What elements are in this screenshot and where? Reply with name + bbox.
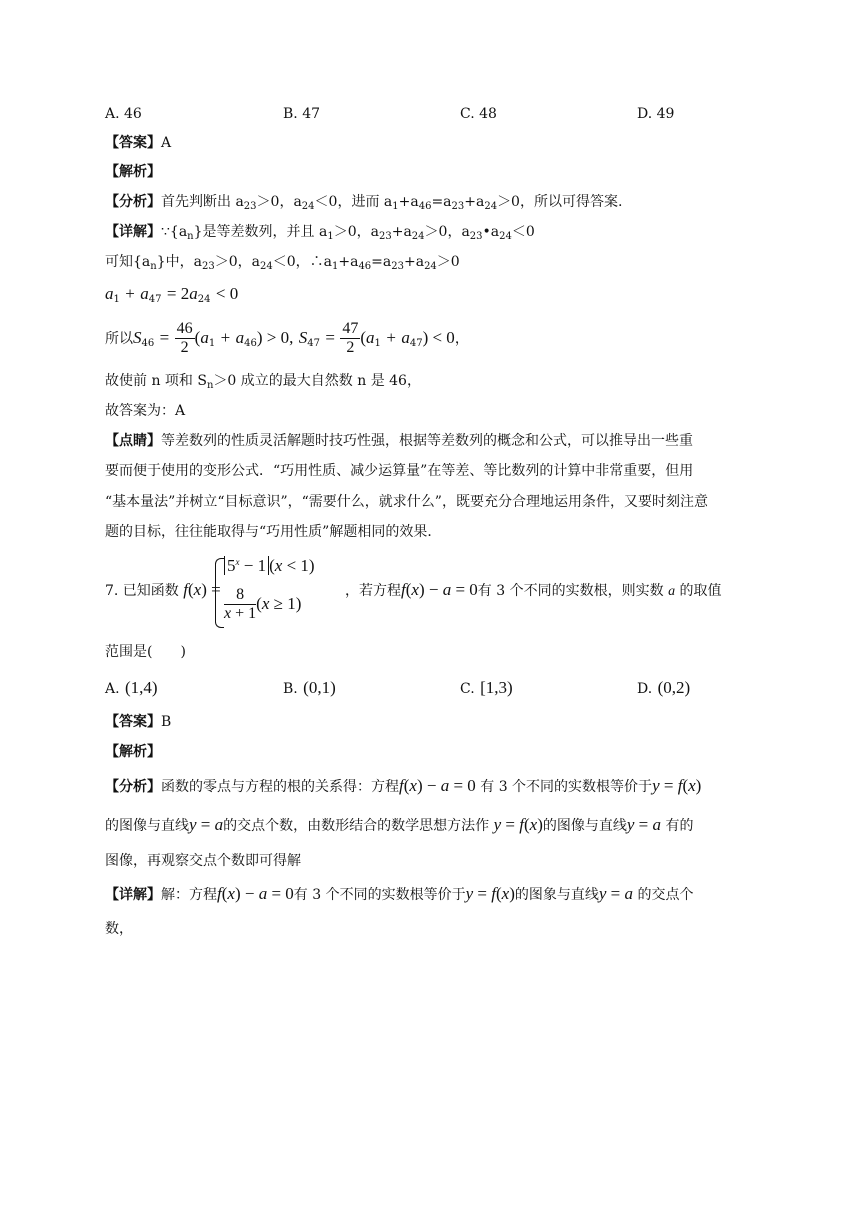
q6-conclusion: 故使前 n 项和 $S_n>0$ 成立的最大自然数 n 是 46， bbox=[105, 373, 421, 391]
q7-analysis-tag: 【解析】 bbox=[105, 744, 161, 760]
q7-fenxi-1: 【分析】函数的零点与方程的根的关系得：方程f(x) − a = 0 有 3 个不同的实数根等价于y = f(x) bbox=[105, 776, 702, 795]
q6-xiangjie-line: 【详解】$\because\{a_n\}$是等差数列，并且 $a_1>0$，$a_{23}+a_{24}>0$，$a_{23}•a_{24}<0$ bbox=[105, 224, 535, 242]
q6-final-answer: 故答案为：A bbox=[105, 403, 186, 419]
piece-1: $5^x - 1$ (x < 1) bbox=[224, 556, 315, 576]
q6-answer-line bbox=[105, 133, 171, 153]
q6-dianjing-2: 要而便于使用的变形公式．“巧用性质、减少运算量”在等差、等比数列的计算中非常重要，但用 bbox=[105, 463, 694, 479]
q7-stem-end: 范围是( ) bbox=[105, 644, 186, 660]
answer-value: A bbox=[161, 135, 172, 151]
q6-dianjing-1: 【点睛】等差数列的性质灵活解题时技巧性强，根据等差数列的概念和公式，可以推导出一些重 bbox=[105, 433, 693, 449]
q6-option-b: B. 47 bbox=[283, 106, 321, 122]
q6-fenxi-line: 【分析】首先判断出 $a_{23}>0$，$a_{24}<0$，进而 $a_1+a_{46}=a_{23}+a_{24}>0$，所以可得答案. bbox=[105, 194, 623, 212]
q7-stem-start: 7. 已知函数 f(x) = bbox=[105, 580, 221, 599]
q6-option-a: A. 46 bbox=[105, 106, 142, 122]
q7-option-b: B. (0,1) bbox=[283, 678, 336, 697]
q7-answer-line: 【答案】B bbox=[105, 714, 172, 730]
q6-dianjing-3: “基本量法”并树立“目标意识”，“需要什么，就求什么”，既要充分合理地运用条件，又要时刻注意 bbox=[105, 494, 708, 510]
q7-xiangjie-2: 数， bbox=[105, 921, 133, 937]
piecewise-brace bbox=[215, 558, 224, 628]
q7-fenxi-3: 图像，再观察交点个数即可得解 bbox=[105, 853, 301, 869]
q7-xiangjie-1: 【详解】解：方程f(x) − a = 0有 3 个不同的实数根等价于y = f(x)的图象与直线y = a 的交点个 bbox=[105, 884, 694, 903]
q7-option-a: A. (1,4) bbox=[105, 678, 158, 697]
q7-fenxi-2: 的图像与直线y = a的交点个数，由数形结合的数学思想方法作 y = f(x)的图像与直线y = a 有的 bbox=[105, 815, 694, 834]
q6-dianjing-4: 题的目标，往往能取得与“巧用性质”解题相同的效果． bbox=[105, 524, 442, 540]
piece-2: $\frac{8}{x + 1}$ (x ≥ 1) bbox=[224, 586, 302, 622]
q6-option-d: D. 49 bbox=[637, 106, 675, 122]
q6-equation-1: $a_1 + a_{47} = 2a_{24} < 0$ bbox=[105, 284, 239, 305]
answer-tag: 【答案】 bbox=[105, 135, 161, 151]
q7-option-c: C. [1,3) bbox=[460, 678, 513, 697]
q6-equation-2: 所以$S_{46}$ = $\frac{46}{2}$ $(a_1 + a_{46}) > 0$, $S_{47}$ = $\frac{47}{2}$ $(a_1 + a_{47}) < 0$， bbox=[105, 320, 469, 356]
q6-analysis-tag: 【解析】 bbox=[105, 164, 161, 180]
q6-option-c: C. 48 bbox=[460, 106, 497, 122]
q7-stem-rest: ，若方程f(x) − a = 0有 3 个不同的实数根，则实数 a 的取值 bbox=[345, 580, 722, 599]
q6-line2: 可知$\{a_n\}$中，$a_{23}>0$，$a_{24}<0$，$\therefore a_1+a_{46}=a_{23}+a_{24}>0$ bbox=[105, 254, 460, 272]
q7-option-d: D. (0,2) bbox=[637, 678, 691, 697]
